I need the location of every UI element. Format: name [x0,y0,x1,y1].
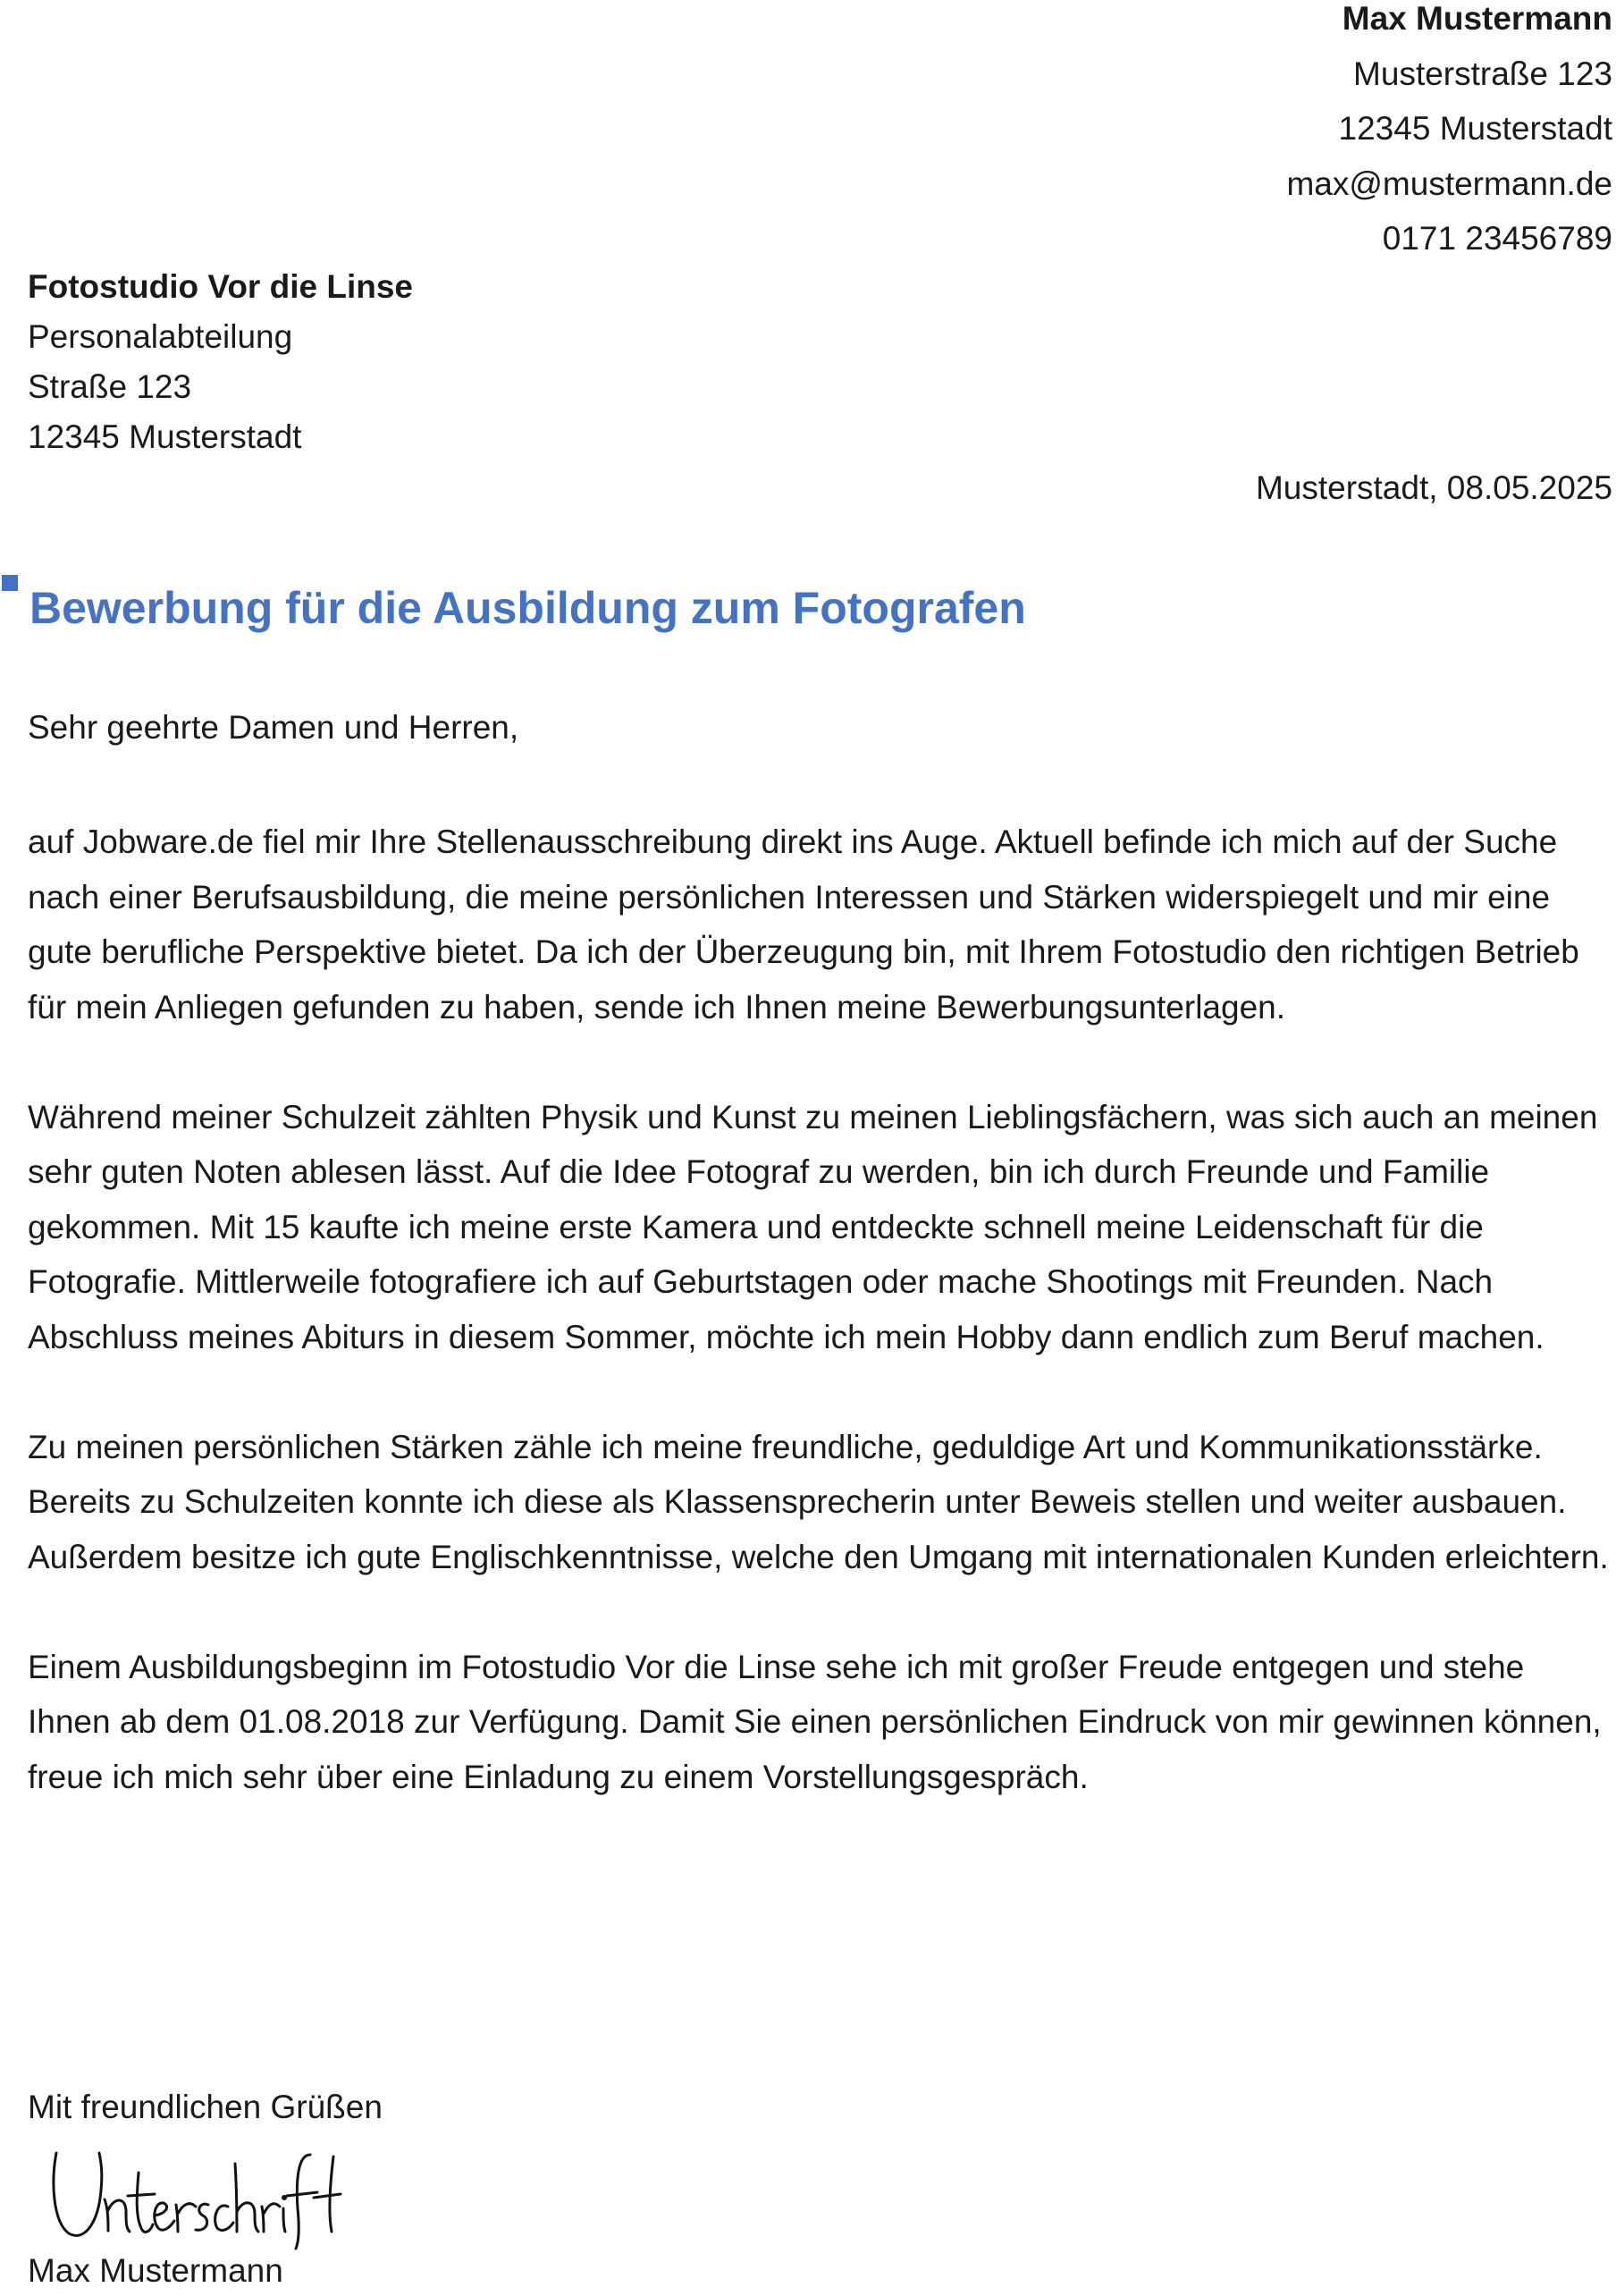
letter-subject: Bewerbung für die Ausbildung zum Fotografen [29,583,1026,633]
body-paragraph: auf Jobware.de fiel mir Ihre Stellenausschreibung direkt ins Auge. Aktuell befinde ich mich auf der Suche nach einer Berufsausbildung, die meine persönlichen Interessen und Stärken widerspiegelt und mir eine gute berufliche Perspektive bietet. Da ich der Überzeugung bin, mit Ihrem Fotostudio den richtigen Betrieb für mein Anliegen gefunden zu haben, sende ich Ihnen meine Bewerbungsunterlagen. [28,823,1579,1026]
subject-marker [2,575,18,591]
sender-street: Musterstraße 123 [1353,55,1612,92]
recipient-street: Straße 123 [28,368,192,405]
signer-name: Max Mustermann [28,2252,283,2289]
letter-date: Musterstadt, 08.05.2025 [1255,469,1612,506]
closing: Mit freundlichen Grüßen [28,2089,383,2125]
recipient-block [28,262,413,462]
salutation: Sehr geehrte Damen und Herren, [28,709,519,746]
sender-city: 12345 Musterstadt [1338,110,1612,147]
body-paragraph: Zu meinen persönlichen Stärken zähle ich meine freundliche, geduldige Art und Kommunikationsstärke. Bereits zu Schulzeiten konnte ich diese als Klassensprecherin unter Beweis stellen und weiter ausbauen. Außerdem besitze ich gute Englischkenntnisse, welche den Umgang mit internationalen Kunden erleichtern. [28,1428,1609,1575]
recipient-city: 12345 Musterstadt [28,418,302,455]
body-paragraph: Einem Ausbildungsbeginn im Fotostudio Vor die Linse sehe ich mit großer Freude entgegen und stehe Ihnen ab dem 01.08.2018 zur Verfügung. Damit Sie einen persönlichen Eindruck von mir gewinnen können, freue ich mich sehr über eine Einladung zu einem Vorstellungsgespräch. [28,1648,1602,1795]
letter-body [28,815,1612,1804]
sender-block [1286,0,1612,266]
sender-name: Max Mustermann [1342,0,1612,37]
recipient-company: Fotostudio Vor die Linse [28,268,413,305]
body-paragraph: Während meiner Schulzeit zählten Physik und Kunst zu meinen Lieblingsfächern, was sich auch an meinen sehr guten Noten ablesen lässt. Auf die Idee Fotograf zu werden, bin ich durch Freunde und Familie gekommen. Mit 15 kaufte ich meine erste Kamera und entdeckte schnell meine Leidenschaft für die Fotografie. Mittlerweile fotografiere ich auf Geburtstagen oder mache Shootings mit Freunden. Nach Abschluss meines Abiturs in diesem Sommer, möchte ich mein Hobby dann endlich zum Beruf machen. [28,1098,1598,1355]
recipient-department: Personalabteilung [28,318,293,355]
handwritten-signature [49,2137,344,2253]
sender-email: max@mustermann.de [1286,165,1612,202]
sender-phone: 0171 23456789 [1382,220,1612,257]
